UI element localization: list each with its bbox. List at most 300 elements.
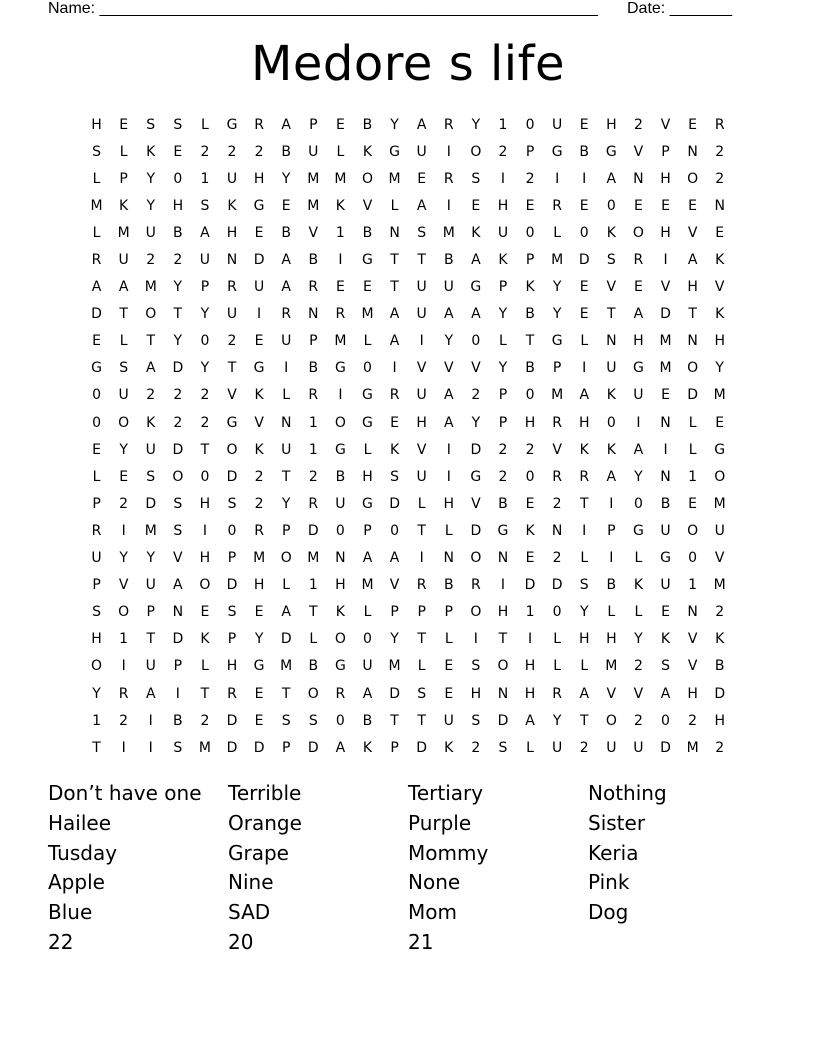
grid-letter: Y — [173, 279, 183, 296]
grid-letter: M — [144, 522, 157, 539]
grid-letter: Y — [715, 360, 724, 377]
grid-letter: V — [416, 360, 427, 377]
grid-letter: M — [280, 658, 293, 675]
grid-letter: I — [582, 170, 587, 187]
grid-letter: 2 — [552, 550, 562, 567]
grid-letter: P — [92, 577, 101, 594]
word-bank-item — [588, 928, 768, 958]
grid-letter: P — [498, 414, 508, 431]
grid-letter: R — [308, 387, 319, 404]
grid-letter: P — [92, 495, 101, 512]
grid-letter: E — [633, 197, 643, 214]
grid-letter: 2 — [633, 116, 643, 133]
grid-letter: H — [633, 333, 644, 350]
grid-letter: I — [338, 387, 343, 404]
grid-letter: 2 — [715, 604, 725, 621]
grid-letter: L — [119, 333, 128, 350]
grid-letter: H — [606, 116, 617, 133]
grid-letter: A — [335, 739, 346, 756]
grid-letter: K — [715, 306, 725, 323]
grid-letter: A — [579, 387, 590, 404]
grid-letter: I — [284, 360, 289, 377]
grid-letter: 0 — [363, 360, 372, 377]
grid-letter: G — [253, 658, 265, 675]
grid-letter: Y — [92, 685, 101, 702]
grid-letter: H — [335, 577, 346, 594]
grid-letter: L — [92, 170, 101, 187]
grid-letter: B — [606, 577, 617, 594]
grid-letter: E — [254, 685, 264, 702]
grid-letter: N — [226, 252, 238, 269]
grid-letter: 0 — [525, 116, 535, 133]
grid-letter: 2 — [633, 658, 643, 675]
grid-letter: T — [579, 495, 589, 512]
grid-letter: P — [525, 252, 535, 269]
grid-letter: L — [363, 441, 372, 458]
grid-letter: A — [443, 414, 454, 431]
grid-letter: L — [417, 495, 426, 512]
grid-letter: A — [145, 685, 156, 702]
grid-letter: G — [253, 360, 265, 377]
grid-letter: M — [442, 224, 455, 241]
grid-letter: K — [606, 224, 616, 241]
grid-letter: E — [688, 495, 698, 512]
grid-letter: 2 — [525, 170, 535, 187]
grid-letter: D — [172, 360, 184, 377]
grid-letter: 2 — [119, 495, 129, 512]
grid-letter: L — [390, 197, 399, 214]
grid-letter: U — [443, 712, 454, 729]
grid-letter: U — [226, 170, 238, 187]
grid-letter: 2 — [254, 143, 264, 160]
grid-letter: O — [199, 577, 211, 594]
grid-letter: I — [446, 441, 451, 458]
grid-letter: B — [443, 577, 454, 594]
grid-letter: D — [389, 495, 400, 512]
grid-letter: V — [660, 116, 671, 133]
grid-letter: P — [390, 604, 399, 621]
grid-letter: S — [471, 712, 481, 729]
grid-letter: H — [199, 550, 211, 567]
grid-letter: S — [308, 712, 318, 729]
grid-letter: 0 — [173, 170, 183, 187]
grid-letter: Y — [498, 360, 508, 377]
grid-letter: G — [551, 333, 563, 350]
grid-letter: 0 — [661, 712, 670, 729]
grid-letter: L — [553, 631, 562, 648]
grid-letter: O — [280, 550, 292, 567]
grid-letter: Y — [498, 306, 508, 323]
grid-letter: 0 — [471, 333, 481, 350]
grid-letter: V — [714, 279, 725, 296]
grid-letter: S — [390, 468, 400, 485]
grid-letter: B — [281, 224, 291, 241]
grid-letter: U — [606, 360, 617, 377]
grid-letter: G — [632, 360, 644, 377]
grid-letter: P — [363, 522, 372, 539]
grid-letter: U — [416, 279, 427, 296]
grid-letter: B — [443, 252, 454, 269]
grid-letter: R — [552, 685, 562, 702]
grid-letter: U — [416, 468, 427, 485]
grid-letter: O — [118, 604, 130, 621]
grid-letter: I — [121, 739, 126, 756]
grid-letter: D — [280, 631, 292, 648]
grid-letter: L — [444, 522, 453, 539]
grid-letter: 2 — [579, 739, 589, 756]
grid-letter: 0 — [633, 495, 643, 512]
grid-letter: E — [390, 414, 399, 431]
grid-letter: R — [714, 116, 725, 133]
grid-letter: Y — [119, 550, 128, 567]
grid-letter: N — [280, 414, 292, 431]
grid-letter: E — [335, 279, 345, 296]
grid-letter: 0 — [227, 522, 237, 539]
grid-letter: T — [525, 333, 535, 350]
grid-letter: O — [605, 712, 617, 729]
grid-letter: D — [524, 577, 536, 594]
grid-letter: L — [363, 604, 372, 621]
grid-letter: Y — [471, 414, 481, 431]
grid-letter: P — [444, 604, 453, 621]
grid-letter: U — [714, 522, 725, 539]
grid-letter: V — [552, 441, 562, 458]
grid-letter: H — [362, 468, 373, 485]
grid-letter: 0 — [335, 522, 345, 539]
grid-letter: S — [119, 360, 129, 377]
grid-letter: D — [91, 306, 102, 323]
grid-letter: E — [661, 197, 670, 214]
grid-letter: H — [91, 631, 102, 648]
grid-letter: 2 — [498, 468, 508, 485]
grid-letter: E — [633, 279, 643, 296]
grid-letter: U — [281, 441, 292, 458]
grid-letter: L — [688, 441, 697, 458]
grid-letter: U — [145, 658, 156, 675]
word-bank-item: Hailee — [48, 810, 112, 835]
grid-letter: E — [173, 143, 183, 160]
grid-letter: M — [334, 170, 347, 187]
grid-letter: Y — [634, 631, 643, 648]
grid-letter: I — [148, 739, 153, 756]
grid-letter: K — [444, 739, 454, 756]
grid-letter: G — [497, 522, 509, 539]
grid-letter: A — [145, 360, 156, 377]
grid-letter: B — [579, 143, 590, 160]
grid-letter: 2 — [633, 712, 643, 729]
grid-letter: U — [416, 387, 427, 404]
grid-letter: 2 — [498, 143, 508, 160]
grid-letter: K — [715, 631, 725, 648]
grid-letter: Y — [173, 333, 183, 350]
grid-letter: O — [687, 170, 699, 187]
grid-letter: 2 — [525, 441, 535, 458]
grid-letter: Y — [146, 197, 156, 214]
grid-letter: S — [498, 739, 508, 756]
grid-letter: H — [443, 495, 455, 512]
grid-letter: I — [446, 143, 451, 160]
grid-letter: 0 — [335, 712, 345, 729]
grid-letter: D — [660, 739, 671, 756]
grid-letter: A — [416, 116, 427, 133]
grid-letter: G — [362, 495, 373, 512]
grid-letter: P — [281, 522, 291, 539]
word-bank-item: None — [408, 870, 461, 895]
grid-letter: H — [714, 333, 725, 350]
grid-letter: L — [336, 143, 345, 160]
grid-letter: R — [552, 414, 562, 431]
grid-letter: S — [579, 577, 589, 594]
grid-letter: S — [471, 658, 481, 675]
grid-letter: E — [579, 306, 589, 323]
grid-letter: L — [309, 631, 318, 648]
grid-letter: S — [173, 522, 183, 539]
grid-letter: E — [579, 197, 589, 214]
word-bank-item: 21 — [408, 929, 434, 954]
grid-letter: M — [307, 197, 320, 214]
grid-letter: D — [416, 739, 428, 756]
grid-letter: O — [470, 550, 482, 567]
grid-letter: B — [173, 224, 183, 241]
grid-letter: V — [308, 224, 319, 241]
grid-letter: O — [470, 143, 482, 160]
grid-letter: I — [555, 170, 560, 187]
grid-letter: R — [227, 279, 237, 296]
grid-letter: 2 — [200, 143, 210, 160]
grid-letter: K — [227, 197, 237, 214]
grid-letter: T — [579, 712, 589, 729]
grid-letter: V — [227, 387, 237, 404]
grid-letter: Y — [281, 495, 291, 512]
grid-letter: A — [281, 252, 291, 269]
grid-letter: K — [525, 279, 535, 296]
word-bank-item: Tusday — [48, 840, 118, 865]
grid-letter: U — [118, 252, 129, 269]
grid-letter: P — [281, 739, 291, 756]
grid-letter: 2 — [471, 387, 481, 404]
grid-letter: O — [334, 631, 346, 648]
grid-letter: D — [226, 577, 238, 594]
grid-letter: K — [362, 143, 373, 160]
grid-letter: I — [446, 468, 451, 485]
grid-letter: P — [525, 143, 535, 160]
grid-letter: U — [281, 333, 292, 350]
grid-letter: P — [498, 387, 508, 404]
grid-letter: I — [609, 495, 614, 512]
grid-letter: E — [363, 279, 372, 296]
grid-letter: V — [471, 360, 481, 377]
grid-letter: T — [309, 604, 318, 621]
grid-letter: D — [389, 685, 400, 702]
grid-letter: U — [660, 522, 671, 539]
grid-letter: M — [90, 197, 103, 214]
grid-letter: Y — [254, 631, 264, 648]
grid-letter: I — [121, 658, 126, 675]
grid-letter: M — [388, 658, 401, 675]
grid-letter: T — [417, 631, 426, 648]
grid-letter: K — [146, 414, 156, 431]
grid-letter: A — [633, 441, 644, 458]
grid-letter: A — [281, 116, 291, 133]
grid-letter: B — [308, 658, 319, 675]
grid-letter: H — [524, 658, 536, 675]
grid-letter: 0 — [92, 414, 101, 431]
grid-letter: V — [660, 279, 671, 296]
grid-letter: G — [551, 143, 563, 160]
grid-letter: S — [661, 658, 670, 675]
grid-letter: R — [633, 252, 644, 269]
word-bank-item: Mom — [408, 900, 457, 925]
grid-letter: D — [226, 468, 238, 485]
grid-letter: U — [91, 550, 102, 567]
grid-letter: E — [688, 197, 698, 214]
grid-letter: 2 — [498, 441, 508, 458]
grid-letter: 2 — [146, 387, 156, 404]
grid-letter: H — [578, 631, 590, 648]
grid-letter: 2 — [227, 333, 237, 350]
grid-letter: 1 — [200, 170, 210, 187]
grid-letter: P — [146, 604, 155, 621]
word-search-grid — [83, 111, 733, 761]
grid-letter: H — [714, 712, 725, 729]
grid-letter: P — [552, 360, 562, 377]
grid-letter: K — [660, 631, 671, 648]
grid-letter: R — [91, 252, 102, 269]
grid-letter: N — [443, 550, 454, 567]
grid-letter: S — [146, 116, 156, 133]
grid-letter: L — [92, 224, 101, 241]
grid-letter: L — [580, 658, 589, 675]
grid-letter: O — [687, 360, 699, 377]
grid-letter: R — [308, 279, 319, 296]
grid-letter: M — [307, 170, 320, 187]
grid-letter: T — [173, 306, 183, 323]
grid-letter: N — [308, 306, 319, 323]
grid-letter: R — [579, 468, 590, 485]
grid-letter: K — [254, 441, 264, 458]
grid-letter: H — [524, 685, 536, 702]
grid-letter: D — [253, 739, 265, 756]
grid-letter: M — [551, 252, 564, 269]
grid-letter: E — [471, 197, 481, 214]
grid-letter: E — [525, 550, 535, 567]
grid-letter: P — [661, 143, 670, 160]
grid-letter: S — [227, 495, 237, 512]
grid-letter: Y — [281, 170, 291, 187]
grid-letter: T — [390, 252, 399, 269]
grid-letter: 0 — [92, 387, 101, 404]
grid-letter: G — [632, 522, 644, 539]
grid-letter: E — [444, 658, 454, 675]
grid-letter: D — [497, 712, 509, 729]
grid-letter: M — [117, 224, 130, 241]
grid-letter: G — [362, 387, 373, 404]
grid-letter: E — [254, 712, 264, 729]
grid-letter: R — [552, 197, 562, 214]
grid-letter: M — [253, 550, 266, 567]
grid-letter: S — [173, 495, 183, 512]
grid-letter: A — [633, 306, 644, 323]
grid-letter: G — [334, 360, 346, 377]
grid-letter: S — [200, 197, 210, 214]
grid-letter: T — [281, 685, 291, 702]
grid-letter: A — [471, 306, 481, 323]
grid-letter: T — [227, 360, 237, 377]
grid-letter: Y — [146, 170, 156, 187]
grid-letter: K — [471, 224, 481, 241]
grid-letter: K — [606, 387, 616, 404]
grid-letter: M — [605, 658, 618, 675]
grid-letter: G — [253, 197, 265, 214]
grid-letter: B — [308, 360, 319, 377]
grid-letter: U — [660, 577, 671, 594]
word-bank-item: Don’t have one — [48, 781, 202, 805]
grid-letter: H — [470, 685, 482, 702]
grid-letter: I — [392, 360, 397, 377]
grid-letter: 2 — [200, 712, 210, 729]
grid-letter: P — [417, 604, 426, 621]
header-line — [48, 0, 748, 20]
grid-letter: E — [661, 387, 670, 404]
grid-letter: A — [91, 279, 102, 296]
grid-letter: U — [633, 387, 644, 404]
grid-letter: G — [389, 143, 400, 160]
grid-letter: B — [281, 143, 291, 160]
grid-letter: A — [173, 577, 183, 594]
grid-letter: R — [389, 387, 400, 404]
grid-letter: I — [527, 631, 533, 648]
grid-letter: I — [338, 252, 343, 269]
grid-letter: D — [551, 577, 563, 594]
grid-letter: N — [633, 170, 644, 187]
grid-letter: I — [500, 577, 506, 594]
grid-letter: N — [606, 333, 617, 350]
grid-letter: Y — [119, 441, 128, 458]
grid-letter: P — [390, 739, 399, 756]
grid-letter: S — [471, 170, 481, 187]
grid-letter: A — [416, 197, 427, 214]
word-bank-item: Sister — [588, 810, 646, 835]
grid-letter: L — [201, 658, 209, 675]
grid-letter: M — [361, 306, 374, 323]
grid-letter: G — [362, 414, 373, 431]
grid-letter: V — [362, 197, 373, 214]
grid-letter: G — [91, 360, 102, 377]
grid-letter: L — [634, 604, 643, 621]
word-bank-item: Purple — [408, 810, 472, 835]
grid-letter: T — [200, 685, 210, 702]
grid-letter: 1 — [688, 468, 698, 485]
word-bank — [48, 779, 768, 958]
grid-letter: V — [633, 143, 644, 160]
grid-letter: B — [498, 495, 508, 512]
grid-letter: O — [172, 468, 184, 485]
grid-letter: K — [254, 387, 264, 404]
grid-letter: 0 — [688, 550, 698, 567]
grid-letter: R — [281, 306, 292, 323]
grid-letter: O — [497, 658, 509, 675]
grid-letter: U — [362, 658, 373, 675]
grid-letter: B — [714, 658, 725, 675]
grid-letter: T — [498, 631, 508, 648]
grid-letter: T — [281, 468, 291, 485]
grid-letter: A — [443, 306, 454, 323]
word-bank-item: Pink — [588, 870, 630, 895]
grid-letter: E — [254, 333, 264, 350]
grid-letter: V — [606, 279, 617, 296]
grid-letter: A — [362, 550, 373, 567]
grid-letter: B — [173, 712, 183, 729]
